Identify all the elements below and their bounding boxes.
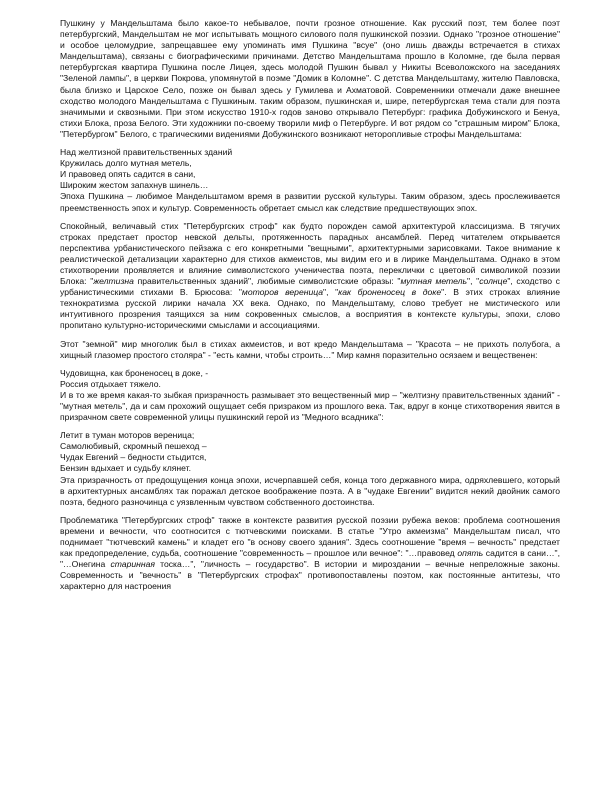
verse-line: Кружилась долго мутная метель, xyxy=(60,158,192,169)
text-run: ", сходство с урбанистическими стихами В. Брюсова: " xyxy=(60,276,560,298)
paragraph-architecture xyxy=(60,221,560,332)
italic-quote: как броненосец в доке xyxy=(338,287,442,298)
text-run: Проблематика "Петербургских строф" также в контексте развития русской поэзии рубежа веков: проблема соотношения времени и вечности, что соотносится с тютчевскими поисками. В статье "Утро акмеизма" Мандельштам писал, что поднимает "тютчевский камень" и кладет его "в основу своего здания". Здесь соотношение "время – вечность" предстает как предопределение, судьба, соотношение "современность – прошлое или вечное": "…правовед xyxy=(60,514,560,559)
italic-quote: желтизна xyxy=(93,276,134,287)
text-run: ", " xyxy=(467,276,480,287)
paragraph-time-eternity xyxy=(60,515,560,593)
paragraph-end-of-epoch: Эта призрачность от предощущения конца эпохи, исчерпавшей себя, конца того державного мира, одряхлевшего, который в архитектурных ансамблях так поражал детское воображение поэта. А в "чудаке Евгении" видится некий двойник самого поэта, бедного разночинца с уязвленным чувством собственного достоинства. xyxy=(60,474,560,507)
text-run: ", " xyxy=(323,287,339,298)
text-run: Спокойный, величавый стих "Петербургских строф" как будто порожден самой архитектурой классицизма. В тягучих строках предстает простор невской дельты, протяженность парадных ансамблей. Перед читателем открывается перспектива урбанистического пейзажа с его конкретными "вещными", архитектурными зарисовками. Такое внимание к реалистической детализации характерно для стихов акмеистов, мы видим его и в лирике Мандельштама. Однако в этом стихотворении проявляется и влияние символистского ученичества поэта, переклички с цветовой символикой поэзии Блока: " xyxy=(60,220,560,287)
poem-excerpt-3 xyxy=(60,430,560,474)
italic-quote: старинная xyxy=(110,559,155,570)
verse-line: И правовед опять садится в сани, xyxy=(60,169,196,180)
text-run: садится в сани…", "…Онегина xyxy=(60,548,560,570)
verse-line: Над желтизной правительственных зданий xyxy=(60,147,233,158)
paragraph-intro: Пушкину у Мандельштама было какое-то небывалое, почти грозное отношение. Как русский поэт, тем более поэт петербургский, Мандельштам не мог испытывать мощного силового поля пушкинской поэзии. Однако "грозное отношение" и особое целомудрие, запрещавшее ему упоминать имя Пушкина "всуе" (оно лишь дважды встречается в стихах Мандельштама), связаны с биографическими причинами. Детство Мандельштама прошло в Коломне, где была первая петербургская квартира Пушкина после Лицея, здесь молодой Пушкин бывал у Никиты Всеволожского на заседаниях "Зеленой лампы", в церкви Покрова, упомянутой в поэме "Домик в Коломне". С детства Мандельштаму, жителю Павловска, была близко и Царское Село, позже он бывал здесь у Гумилева и Ахматовой. Современники отмечали даже внешнее сходство молодого Мандельштама с Пушкиным. таким образом, пушкинская и, шире, петербургская тема стали для поэта значимыми и сквозными. При этом искусство 1910-х годов заново открывало Петербург: графика Добужинского и Бенуа, стихи Блока, проза Белого. Эти художники по-своему творили миф о Петербурге. И вот рядом со "страшным миром" Блока, "Петербургом" Белого, с трагическими видениями Добужинского возникают неторопливые строфы Мандельштама: xyxy=(60,18,560,139)
italic-quote: мутная метель xyxy=(400,276,468,287)
verse-line: Широким жестом запахнув шинель… xyxy=(60,180,209,191)
verse-line: Россия отдыхает тяжело. xyxy=(60,378,161,389)
verse-line: Самолюбивый, скромный пешеход – xyxy=(60,441,207,452)
verse-line: Летит в туман моторов вереница; xyxy=(60,430,195,441)
paragraph-acmeism-credo: Этот "земной" мир многолик был в стихах акмеистов, и вот кредо Мандельштама – "Красота – не прихоть полубога, а хищный глазомер простого столяра" - "есть камни, чтобы строить…" Мир камня поразительно осязаем и вещественен: xyxy=(60,338,560,360)
verse-line: Бензин вдыхает и судьбу клянет. xyxy=(60,463,192,474)
verse-line: Чудак Евгений – бедности стыдится, xyxy=(60,452,207,463)
paragraph-ghostliness: И в то же время какая-то зыбкая призрачность размывает это вещественный мир – "желтизну правительственных зданий" - "мутная метель", да и сам прохожий ощущает себя призраком из прошлого века. Так, вдруг в конце стихотворения явится в призрачном свете современной улицы пушкинский герой из "Медного всадника": xyxy=(60,389,560,423)
italic-quote: моторов вереница xyxy=(241,287,324,298)
paragraph-pushkin-epoch: Эпоха Пушкина – любимое Мандельштамом время в развитии русской культуры. Таким образом, здесь прослеживается преемственность эпох и культур. Современность обретает смысл как следствие предшествующих эпох. xyxy=(60,191,560,213)
text-run: ". В этих строках влияние технократизма русской лирики начала XX века. Однако, по Мандельштаму, слово требует не мистического или интуитивного прозрения таящихся за ним сокровенных смыслов, а восприятия в контексте культуры, эпохи, слово пропитано культурно-историческими смыслами и ассоциациями. xyxy=(60,287,560,331)
poem-excerpt-2 xyxy=(60,368,560,390)
poem-excerpt-1 xyxy=(60,147,560,191)
text-run: тоска…", "личность – государство". В истории и мироздании – вечные непреложные законы. Современность и "вечность" в "Петербургских строфах" противопоставлены поэтом, как постоянные антитезы, что характерно для настроения xyxy=(60,559,561,592)
italic-quote: солнце xyxy=(479,276,508,287)
verse-line: Чудовищна, как броненосец в доке, - xyxy=(60,367,209,378)
document-page xyxy=(60,18,560,600)
italic-quote: опять xyxy=(457,548,484,559)
text-run: правительственных зданий", любимые символистские образы: " xyxy=(133,276,401,287)
